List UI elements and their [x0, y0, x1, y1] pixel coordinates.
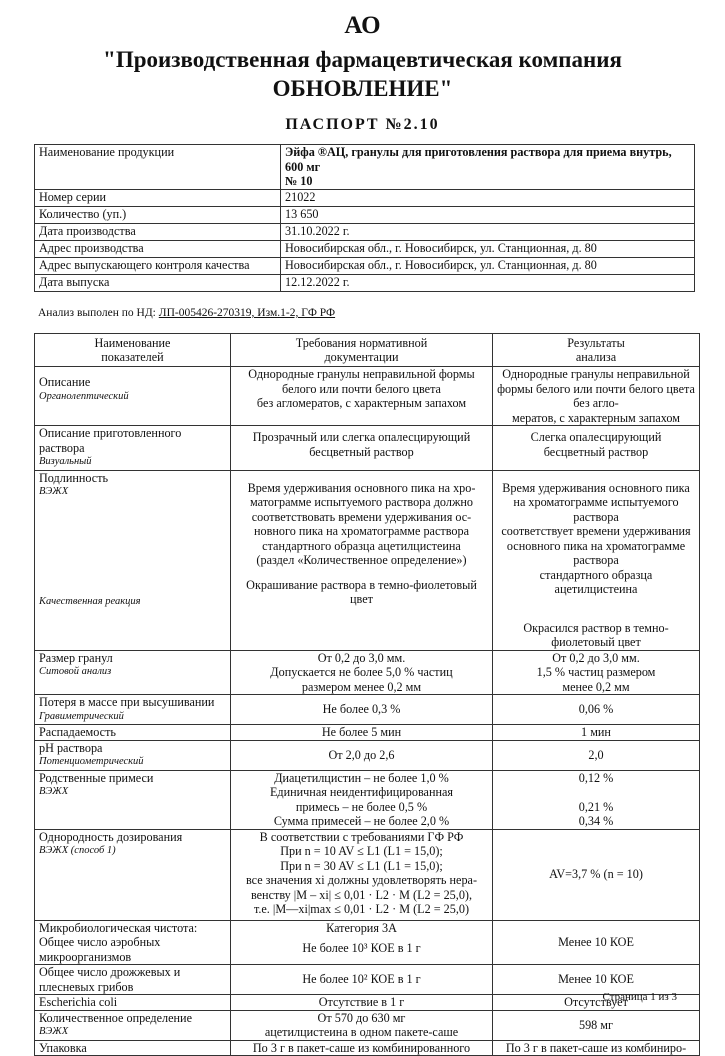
text-table-ident-req-1: матограмме испытуемого раствора должно [250, 495, 473, 509]
text-table-micro-req1: Категория 3А [326, 920, 397, 935]
text-table-impur-res3: 0,34 % [578, 814, 614, 828]
text-table-prep-res-0: Слегка опалесцирующий [530, 430, 662, 444]
text-table-ident-req-5: (раздел «Количественное определение») [256, 553, 467, 567]
text-table-ident-req-0: Время удерживания основного пика на хро- [247, 480, 476, 495]
table-cell [231, 470, 493, 650]
text-table-desc-res-2: мератов, с характерным запахом [512, 410, 680, 425]
analysis-table [34, 333, 700, 1056]
text-table-assay-method: ВЭЖХ [39, 1026, 69, 1037]
info-value: Новосибирская обл., г. Новосибирск, ул. Станционная, д. 80 [281, 241, 695, 258]
row-assay [35, 1010, 700, 1040]
info-row [35, 224, 695, 241]
text-table-yeast-req: Не более 10² КОЕ в 1 г [231, 965, 493, 995]
info-row [35, 207, 695, 224]
product-label: Наименование продукции [35, 145, 281, 190]
table-cell [231, 426, 493, 471]
table-cell [35, 965, 231, 995]
text-table-impur-req-2: примесь – не более 0,5 % [295, 799, 428, 814]
table-cell [35, 920, 231, 965]
text-table-size-method: Ситовой анализ [39, 666, 112, 677]
col-header-requirements [231, 334, 493, 367]
row-ph [35, 740, 700, 770]
text-table-micro-name-0: Микробиологическая чистота: [39, 920, 198, 935]
text-table-ph-method: Потенциометрический [39, 756, 144, 767]
analysis-doc: ЛП-005426-270319, Изм.1-2, ГФ РФ [158, 307, 336, 319]
info-row [35, 258, 695, 275]
text-table-impur-method: ВЭЖХ [39, 786, 69, 797]
text-table-ident-res-0: Время удерживания основного пика [502, 480, 690, 495]
text-table-ident-res-2: соответствует времени удерживания [501, 524, 691, 538]
table-cell [35, 470, 231, 650]
text-table-micro-name-2: микроорганизмов [39, 949, 132, 964]
text-table-ident-method: ВЭЖХ [39, 486, 69, 497]
text-table-prep-res-1: бесцветный раствор [543, 444, 649, 459]
text-table-loss-name: Потеря в массе при высушивании [39, 695, 215, 709]
company-name-line2: ОБНОВЛЕНИЕ" [272, 76, 453, 101]
table-cell [231, 829, 493, 920]
text-table-assay-name: Количественное определение [39, 1010, 192, 1025]
text-table-size-res-0: От 0,2 до 3,0 мм. [552, 650, 640, 665]
text-table-impur-res2: 0,21 % [578, 799, 614, 814]
table-cell [35, 695, 231, 725]
info-label: Дата выпуска [35, 275, 281, 292]
product-info-table [34, 144, 695, 292]
info-row [35, 241, 695, 258]
info-label: Количество (уп.) [35, 207, 281, 224]
text-table-assay-req-1: ацетилцистеина в одном пакете-саше [264, 1025, 459, 1039]
text-table-head-c1b: показателей [101, 350, 164, 364]
row-dosage-uniformity [35, 829, 700, 920]
row-prepared-solution [35, 426, 700, 471]
text-table-pack-req: По 3 г в пакет-саше из комбинированного [231, 1040, 493, 1056]
text-table-uniform-req-5: т.е. |M—xi|max ≤ 0,01 · L2 · M (L2 = 25,0) [253, 902, 470, 916]
table-cell [231, 650, 493, 695]
text-table-uniform-req-1: При n = 10 AV ≤ L1 (L1 = 15,0); [280, 844, 443, 858]
text-table-ident-res-3: основного пика на хроматограмме раствора [506, 538, 686, 567]
text-table-disint-res: 1 мин [493, 725, 700, 741]
text-table-desc-name: Описание [39, 375, 91, 389]
text-table-impur-req-0: Диацетилцистин – не более 1,0 % [274, 770, 449, 785]
text-table-head-c3a: Результаты [567, 336, 625, 350]
text-info-product_line3: № 10 [285, 174, 313, 188]
text-table-ident-req-4: стандартного образца ацетилцистеина [262, 538, 461, 553]
text-table-ident-method2: Качественная реакция [39, 595, 141, 607]
info-label: Адрес производства [35, 241, 281, 258]
text-table-uniform-req-0: В соответствии с требованиями ГФ РФ [259, 829, 464, 844]
row-yeast-mold [35, 965, 700, 995]
text-table-ident-name: Подлинность [39, 470, 109, 485]
text-table-ecoli-res: Отсутствует [493, 995, 700, 1011]
table-cell [493, 770, 700, 829]
table-cell [493, 426, 700, 471]
text-table-size-name: Размер гранул [39, 650, 113, 665]
row-microbial-aerobic [35, 920, 700, 965]
info-label: Номер серии [35, 190, 281, 207]
text-table-desc-res-1: формы белого или почти белого цвета без агло- [497, 381, 695, 410]
text-table-ident-res2-0: Окрасился раствор в темно- [523, 620, 669, 635]
text-table-disint-name: Распадаемость [35, 725, 231, 741]
text-info-product_line1: Эйфа ®АЦ, гранулы для приготовления раствора для приема внутрь, [285, 145, 672, 159]
text-table-head-c2b: документации [324, 350, 399, 364]
row-granule-size [35, 650, 700, 695]
row-disintegration [35, 725, 700, 741]
text-table-loss-res: 0,06 % [493, 695, 700, 725]
text-table-assay-res: 598 мг [493, 1010, 700, 1040]
text-table-uniform-req-2: При n = 30 AV ≤ L1 (L1 = 15,0); [280, 858, 443, 873]
text-table-ph-name: pH раствора [39, 740, 103, 755]
text-table-loss-method: Гравиметрический [39, 710, 124, 722]
info-row-product [35, 145, 695, 190]
table-cell [35, 829, 231, 920]
text-table-micro-res: Менее 10 КОЕ [493, 920, 700, 965]
table-cell [231, 1010, 493, 1040]
row-ecoli [35, 995, 700, 1011]
text-table-desc-res-0: Однородные гранулы неправильной [502, 367, 690, 381]
page-number: Страница 1 из 3 [602, 991, 677, 1003]
table-cell [493, 470, 700, 650]
table-cell [493, 367, 700, 426]
text-table-ident-req-2: соответствовать времени удерживания ос- [251, 509, 472, 524]
row-loss-on-drying [35, 695, 700, 725]
text-table-desc-req-0: Однородные гранулы неправильной формы [248, 367, 475, 381]
product-value [281, 145, 695, 190]
text-table-ident-res-4: стандартного образца ацетилцистеина [539, 567, 653, 596]
text-table-prep-req-1: бесцветный раствор [309, 444, 414, 459]
info-label: Дата производства [35, 224, 281, 241]
text-table-head-c3b: анализа [575, 350, 617, 364]
table-cell [231, 367, 493, 426]
text-table-prep-name1: Описание приготовленного [39, 426, 182, 440]
analysis-basis [38, 307, 335, 319]
text-table-ph-req: От 2,0 до 2,6 [231, 740, 493, 770]
text-table-ident-res-1: на хроматограмме испытуемого раствора [513, 495, 679, 524]
text-table-impur-name: Родственные примеси [39, 770, 154, 785]
info-row [35, 190, 695, 207]
text-table-size-req-0: От 0,2 до 3,0 мм. [317, 650, 406, 665]
table-cell [35, 770, 231, 829]
table-cell [231, 770, 493, 829]
text-table-uniform-req-3: все значения xi должны удовлетворять нера- [245, 873, 478, 887]
text-table-desc-req-2: без агломератов, с характерным запахом [256, 396, 467, 410]
text-table-head-c1a: Наименование [94, 336, 171, 350]
text-info-product_line2: 600 мг [285, 159, 321, 174]
text-table-yeast-res: Менее 10 КОЕ [493, 965, 700, 995]
text-table-impur-res1: 0,12 % [578, 770, 614, 785]
text-table-impur-req-1: Единичная неидентифицированная [269, 785, 454, 799]
text-table-prep-method: Визуальный [39, 456, 92, 467]
text-table-micro-name-1: Общее число аэробных [39, 935, 161, 949]
text-table-uniform-method: ВЭЖХ (способ 1) [39, 845, 116, 856]
text-table-desc-method: Органолептический [39, 390, 129, 402]
info-value: 12.12.2022 г. [281, 275, 695, 292]
table-cell [231, 920, 493, 965]
text-table-desc-req-1: белого или почти белого цвета [282, 381, 441, 396]
text-table-micro-req2: Не более 10³ КОЕ в 1 г [302, 941, 421, 955]
text-table-yeast-name-1: плесневых грибов [39, 979, 134, 994]
info-value: Новосибирская обл., г. Новосибирск, ул. Станционная, д. 80 [281, 258, 695, 275]
company-name-line1: "Производственная фармацевтическая компания [103, 47, 622, 72]
company-type: АО [344, 12, 381, 39]
col-header-results [493, 334, 700, 367]
row-identity [35, 470, 700, 650]
text-table-size-req-2: размером менее 0,2 мм [301, 679, 422, 694]
text-table-size-req-1: Допускается не более 5,0 % частиц [270, 665, 453, 679]
row-related-impurities [35, 770, 700, 829]
row-description [35, 367, 700, 426]
text-table-disint-req: Не более 5 мин [231, 725, 493, 741]
text-table-ident-res2-1: фиолетовый цвет [551, 635, 641, 649]
row-packaging [35, 1040, 700, 1056]
text-analysis-prefix: Анализ выполен по НД: [38, 307, 156, 319]
text-table-ident-req-3: новного пика на хроматограмме раствора [254, 524, 469, 538]
text-table-uniform-name: Однородность дозирования [39, 829, 183, 844]
info-value: 31.10.2022 г. [281, 224, 695, 241]
table-cell [35, 426, 231, 471]
info-value: 21022 [281, 190, 695, 207]
text-table-size-res-2: менее 0,2 мм [562, 679, 630, 694]
text-table-head-c2a: Требования нормативной [295, 336, 428, 350]
info-row [35, 275, 695, 292]
table-cell [35, 650, 231, 695]
text-table-prep-name2: раствора [39, 440, 85, 455]
info-value: 13 650 [281, 207, 695, 224]
text-table-ident-req2-1: цвет [350, 592, 373, 606]
text-table-pack-name: Упаковка [35, 1040, 231, 1056]
text-table-ident-req2-0: Окрашивание раствора в темно-фиолетовый [246, 577, 477, 592]
text-table-ph-res: 2,0 [493, 740, 700, 770]
text-table-ecoli-req: Отсутствие в 1 г [231, 995, 493, 1011]
table-cell [35, 367, 231, 426]
col-header-name [35, 334, 231, 367]
text-table-yeast-name-0: Общее число дрожжевых и [39, 965, 181, 979]
table-cell [35, 740, 231, 770]
text-table-uniform-req-4: венству |M – xi| ≤ 0,01 · L2 · M (L2 = 25,0), [250, 887, 473, 902]
info-label: Адрес выпускающего контроля качества [35, 258, 281, 275]
table-cell [493, 650, 700, 695]
text-table-size-res-1: 1,5 % частиц размером [536, 665, 656, 679]
table-cell [35, 1010, 231, 1040]
table-header-row [35, 334, 700, 367]
text-table-ecoli-name: Escherichia coli [35, 995, 231, 1011]
text-table-prep-req-0: Прозрачный или слегка опалесцирующий [252, 430, 471, 444]
text-table-uniform-res: AV=3,7 % (n = 10) [493, 829, 700, 920]
text-table-impur-req-3: Сумма примесей – не более 2,0 % [273, 814, 450, 828]
text-table-loss-req: Не более 0,3 % [231, 695, 493, 725]
text-table-assay-req-0: От 570 до 630 мг [317, 1010, 406, 1025]
text-table-pack-res: По 3 г в пакет-саше из комбиниро- [493, 1040, 700, 1056]
passport-title: ПАСПОРТ №2.10 [285, 116, 440, 133]
